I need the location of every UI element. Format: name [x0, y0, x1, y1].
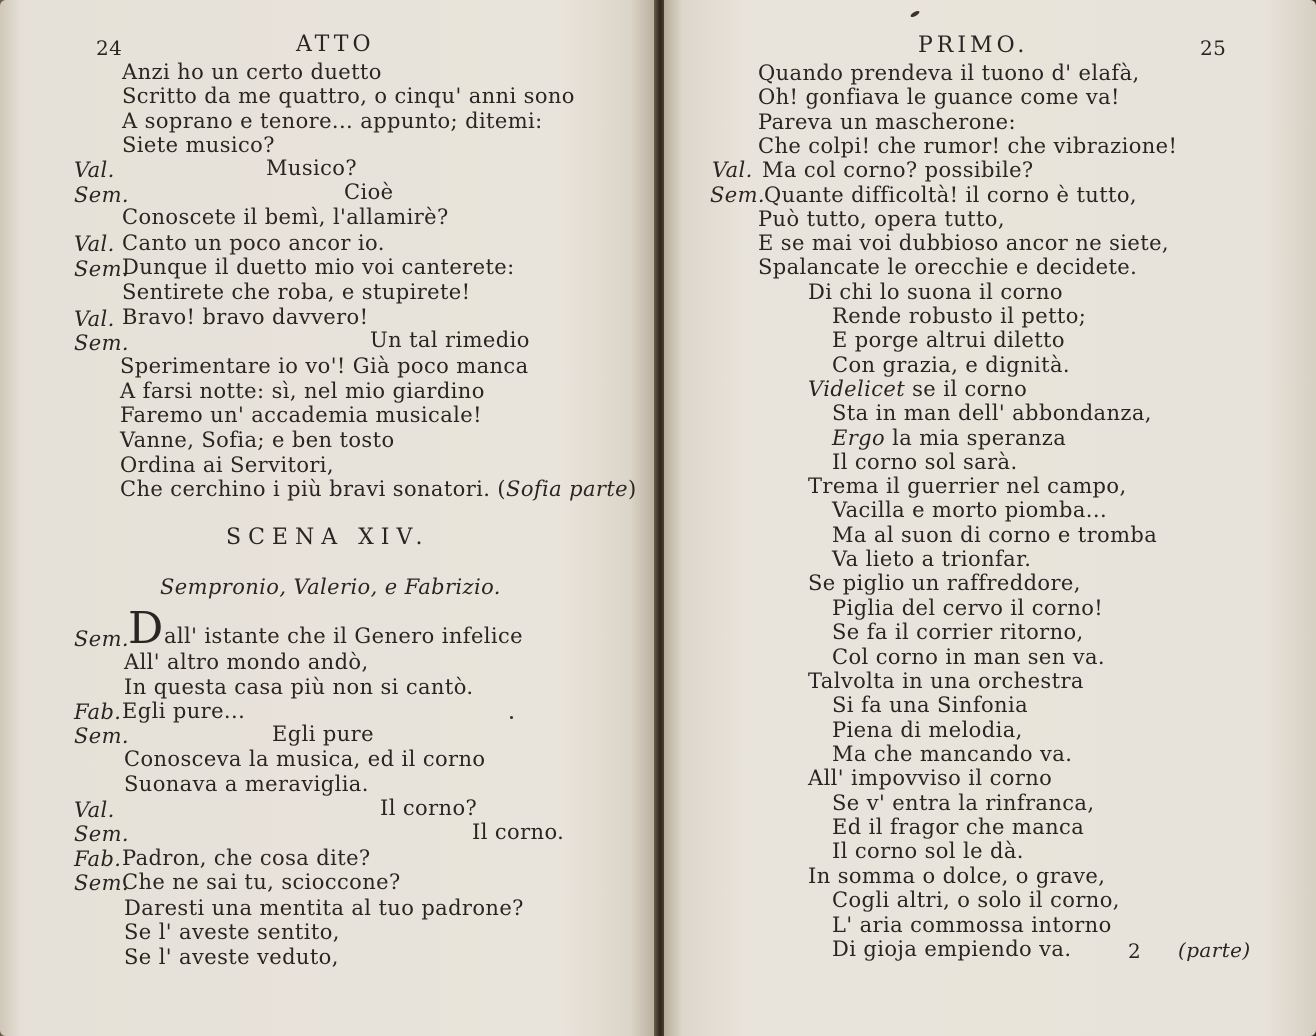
verse-line: Egli pure...: [122, 699, 246, 723]
speaker-label: Val.: [74, 307, 115, 331]
speaker-label: Sem.: [74, 627, 130, 651]
speaker-label: Fab.: [74, 847, 122, 871]
verse-line: Scritto da me quattro, o cinqu' anni sono: [122, 84, 575, 108]
page-number: 25: [1200, 36, 1227, 60]
verse-line: Padron, che cosa dite?: [122, 846, 371, 870]
verse-line: Siete musico?: [122, 133, 275, 157]
running-header: PRIMO.: [918, 33, 1029, 58]
ink-mark: [910, 10, 921, 18]
verse-line: Bravo! bravo davvero!: [122, 305, 369, 329]
aria-line: Si fa una Sinfonia: [832, 693, 1028, 717]
aria-line: Videlicet se il corno: [808, 377, 1028, 401]
aria-line: Il corno sol le dà.: [832, 839, 1024, 863]
verse-line: Suonava a meraviglia.: [124, 772, 369, 796]
verse-line: Conosceva la musica, ed il corno: [124, 747, 486, 771]
signature-mark: 2: [1128, 939, 1142, 963]
verse-line: Che cerchino i più bravi sonatori. (Sofia parte): [120, 477, 637, 501]
aria-line: In somma o dolce, o grave,: [808, 864, 1106, 888]
verse-line: Se l' aveste sentito,: [124, 920, 340, 944]
speaker-label: Val.: [74, 798, 115, 822]
verse-line: In questa casa più non si cantò.: [124, 675, 474, 699]
scene-characters: Sempronio, Valerio, e Fabrizio.: [160, 575, 501, 599]
right-page: [664, 0, 1316, 1036]
running-header: ATTO: [296, 32, 375, 57]
speaker-label: Sem.: [74, 183, 130, 207]
aria-line: Di chi lo suona il corno: [808, 280, 1063, 304]
aria-line: Se piglio un raffreddore,: [808, 571, 1081, 595]
speaker-label: Val.: [74, 158, 115, 182]
verse-line: Il corno?: [380, 796, 478, 820]
aria-line: Ma che mancando va.: [832, 742, 1073, 766]
verse-line: Cioè: [344, 180, 394, 204]
verse-line: A soprano e tenore... appunto; ditemi:: [122, 109, 543, 133]
verse-line: Egli pure: [272, 722, 374, 746]
verse-line: A farsi notte: sì, nel mio giardino: [120, 379, 485, 403]
aria-line: Piena di melodia,: [832, 718, 1023, 742]
aria-line: L' aria commossa intorno: [832, 913, 1112, 937]
page-number: 24: [96, 36, 123, 60]
verse-line: Sperimentare io vo'! Già poco manca: [120, 354, 529, 378]
verse-line: Può tutto, opera tutto,: [758, 207, 1005, 231]
speaker-label: Sem.: [74, 724, 130, 748]
verse-line: Ma col corno? possibile?: [762, 158, 1034, 182]
verse-line: Dunque il duetto mio voi canterete:: [122, 255, 515, 279]
aria-line: Il corno sol sarà.: [832, 450, 1018, 474]
stage-direction: Sofia parte: [506, 477, 629, 501]
verse-line: all' istante che il Genero infelice: [164, 624, 523, 648]
aria-line: Con grazia, e dignità.: [832, 353, 1070, 377]
verse-line: Musico?: [266, 156, 357, 180]
verse-line: Spalancate le orecchie e decidete.: [758, 255, 1138, 279]
aria-line: Se fa il corrier ritorno,: [832, 620, 1084, 644]
drop-cap: D: [128, 603, 164, 654]
verse-line: Vanne, Sofia; e ben tosto: [120, 428, 395, 452]
aria-line: Sta in man dell' abbondanza,: [832, 401, 1152, 425]
aria-line: Se v' entra la rinfranca,: [832, 791, 1095, 815]
aria-line: Vacilla e morto piomba...: [832, 498, 1108, 522]
aria-line: Rende robusto il petto;: [832, 304, 1087, 328]
verse-line: Canto un poco ancor io.: [122, 231, 385, 255]
verse-line: Quando prendeva il tuono d' elafà,: [758, 61, 1140, 85]
aria-line: Trema il guerrier nel campo,: [808, 474, 1127, 498]
aria-line: E porge altrui diletto: [832, 328, 1065, 352]
verse-line: Oh! gonfiava le guance come va!: [758, 85, 1120, 109]
scene-title: SCENA XIV.: [226, 525, 430, 550]
verse-line: Il corno.: [472, 820, 565, 844]
verse-line: Ordina ai Servitori,: [120, 453, 334, 477]
verse-line: All' altro mondo andò,: [124, 650, 369, 674]
speaker-label: Fab.: [74, 700, 122, 724]
aria-line: Ma al suon di corno e tromba: [832, 523, 1158, 547]
aria-line: Ergo la mia speranza: [832, 426, 1067, 450]
aria-line: Cogli altri, o solo il corno,: [832, 888, 1120, 912]
aria-line: Di gioja empiendo va.: [832, 937, 1072, 961]
verse-line: Daresti una mentita al tuo padrone?: [124, 896, 524, 920]
verse-line: Faremo un' accademia musicale!: [120, 403, 482, 427]
aria-line: Va lieto a trionfar.: [832, 547, 1032, 571]
speaker-label: Sem.: [74, 822, 130, 846]
stage-direction: (parte): [1178, 938, 1251, 962]
aria-line: Ed il fragor che manca: [832, 815, 1085, 839]
aria-line: Piglia del cervo il corno!: [832, 596, 1104, 620]
verse-line: Che ne sai tu, scioccone?: [122, 870, 401, 894]
aria-line: Talvolta in una orchestra: [808, 669, 1084, 693]
speaker-label: Sem.: [710, 183, 766, 207]
verse-line: E se mai voi dubbioso ancor ne siete,: [758, 231, 1169, 255]
paper-speck: [510, 716, 513, 719]
speaker-label: Val.: [74, 232, 115, 256]
speaker-label: Sem.: [74, 331, 130, 355]
verse-line: Pareva un mascherone:: [758, 110, 1016, 134]
speaker-label: Val.: [712, 158, 753, 182]
verse-line: Quante difficoltà! il corno è tutto,: [764, 183, 1137, 207]
aria-line: All' impovviso il corno: [808, 766, 1053, 790]
verse-line: Un tal rimedio: [370, 328, 530, 352]
verse-line: Sentirete che roba, e stupirete!: [122, 280, 471, 304]
speaker-label: Sem.: [74, 871, 130, 895]
aria-line: Col corno in man sen va.: [832, 645, 1106, 669]
speaker-label: Sem.: [74, 257, 130, 281]
verse-line: Anzi ho un certo duetto: [122, 60, 382, 84]
verse-line: Che colpi! che rumor! che vibrazione!: [758, 134, 1178, 158]
left-page: [0, 0, 656, 1036]
verse-line: Conoscete il bemì, l'allamirè?: [122, 205, 449, 229]
verse-line: Se l' aveste veduto,: [124, 945, 339, 969]
